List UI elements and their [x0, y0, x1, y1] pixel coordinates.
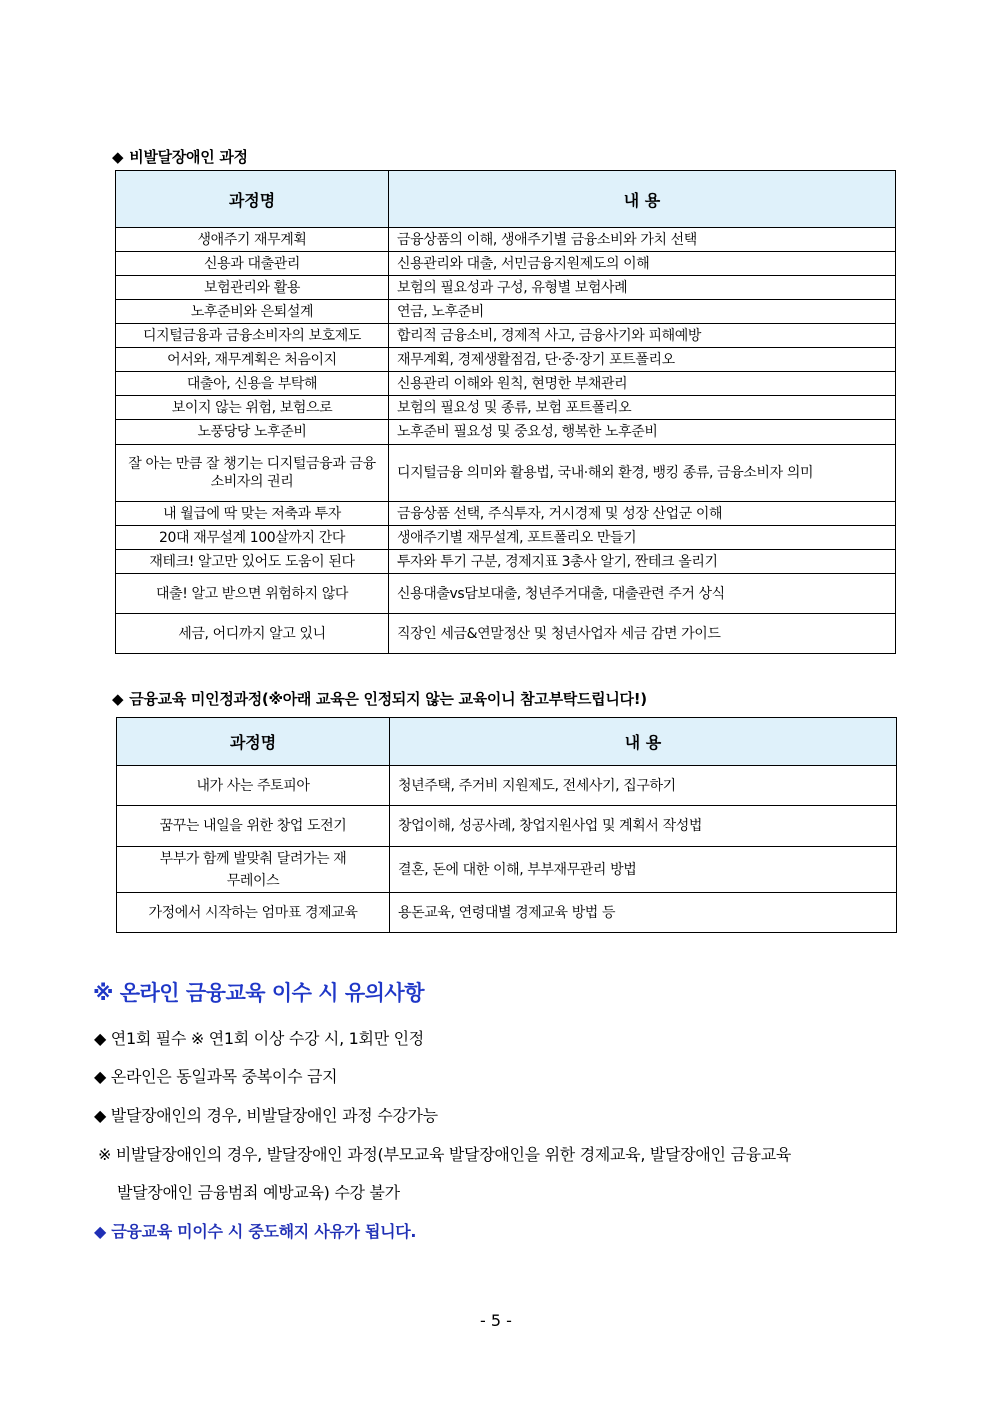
course-name: 세금, 어디까지 알고 있니: [116, 614, 389, 654]
table-row: [117, 847, 897, 893]
course-name: 20대 재무설계 100살까지 간다: [116, 526, 389, 550]
table-row: [116, 420, 896, 445]
course-name: 디지털금융과 금융소비자의 보호제도: [116, 324, 389, 348]
course-content: 금융상품 선택, 주식투자, 거시경제 및 성장 산업군 이해: [389, 502, 896, 526]
table-row: [116, 372, 896, 396]
course-content: 용돈교육, 연령대별 경제교육 방법 등: [390, 893, 897, 933]
course-name: 가정에서 시작하는 엄마표 경제교육: [117, 893, 390, 933]
course-name: 재테크! 알고만 있어도 도움이 된다: [116, 550, 389, 574]
course-name: 꿈꾸는 내일을 위한 창업 도전기: [117, 806, 390, 847]
notice-item: ◆ 온라인은 동일과목 중복이수 금지: [94, 1067, 338, 1086]
course-content: 생애주기별 재무설계, 포트폴리오 만들기: [389, 526, 896, 550]
course-name: 대출! 알고 받으면 위험하지 않다: [116, 574, 389, 614]
course-content: 청년주택, 주거비 지원제도, 전세사기, 집구하기: [390, 766, 897, 806]
course-content: 신용관리와 대출, 서민금융지원제도의 이해: [389, 252, 896, 276]
table-row: [116, 550, 896, 574]
course-content: 디지털금융 의미와 활용법, 국내·해외 환경, 뱅킹 종류, 금융소비자 의미: [389, 445, 896, 502]
table-row: [116, 502, 896, 526]
course-content: 노후준비 필요성 및 중요성, 행복한 노후준비: [389, 420, 896, 445]
table-row: [117, 806, 897, 847]
table-row: [116, 276, 896, 300]
course-content: 연금, 노후준비: [389, 300, 896, 324]
header-content: 내 용: [389, 171, 896, 228]
course-name: 보험관리와 활용: [116, 276, 389, 300]
course-content: 신용관리 이해와 원칙, 현명한 부채관리: [389, 372, 896, 396]
header-course-name: 과정명: [117, 718, 390, 766]
course-content: 금융상품의 이해, 생애주기별 금융소비와 가치 선택: [389, 228, 896, 252]
notice-item: ※ 비발달장애인의 경우, 발달장애인 과정(부모교육 발달장애인을 위한 경제교육, 발달장애인 금융교육: [98, 1145, 792, 1164]
table-row: [116, 614, 896, 654]
course-name: 보이지 않는 위험, 보험으로: [116, 396, 389, 420]
header-content: 내 용: [390, 718, 897, 766]
table-row: [117, 893, 897, 933]
section-title-unaccredited: ◆ 금융교육 미인정과정(※아래 교육은 인정되지 않는 교육이니 참고부탁드립니다!): [112, 690, 647, 708]
course-name: 부부가 함께 발맞춰 달려가는 재무레이스: [117, 847, 390, 893]
table-row: [116, 324, 896, 348]
table-row: [117, 766, 897, 806]
notice-warning: ◆ 금융교육 미이수 시 중도해지 사유가 됩니다.: [94, 1222, 417, 1241]
course-name: 대출아, 신용을 부탁해: [116, 372, 389, 396]
unaccredited-course-table: [116, 717, 897, 933]
table-row: [116, 574, 896, 614]
course-content: 신용대출vs담보대출, 청년주거대출, 대출관련 주거 상식: [389, 574, 896, 614]
table-row: [116, 445, 896, 502]
table-row: [116, 228, 896, 252]
course-name: 노풍당당 노후준비: [116, 420, 389, 445]
course-content: 재무계획, 경제생활점검, 단·중·장기 포트폴리오: [389, 348, 896, 372]
table-header-row: [117, 718, 897, 766]
course-name: 생애주기 재무계획: [116, 228, 389, 252]
course-content: 창업이해, 성공사례, 창업지원사업 및 계획서 작성법: [390, 806, 897, 847]
course-name: 어서와, 재무계획은 처음이지: [116, 348, 389, 372]
table-row: [116, 396, 896, 420]
table-row: [116, 252, 896, 276]
diamond-icon: ◆: [112, 148, 124, 166]
table-row: [116, 526, 896, 550]
course-name: 신용과 대출관리: [116, 252, 389, 276]
non-disabled-course-table: [115, 170, 896, 654]
page-number: - 5 -: [480, 1311, 512, 1330]
table-row: [116, 300, 896, 324]
course-content: 직장인 세금&연말정산 및 청년사업자 세금 감면 가이드: [389, 614, 896, 654]
course-content: 결혼, 돈에 대한 이해, 부부재무관리 방법: [390, 847, 897, 893]
header-course-name: 과정명: [116, 171, 389, 228]
course-content: 보험의 필요성과 구성, 유형별 보험사례: [389, 276, 896, 300]
course-content: 투자와 투기 구분, 경제지표 3총사 알기, 짠테크 올리기: [389, 550, 896, 574]
course-content: 합리적 금융소비, 경제적 사고, 금융사기와 피해예방: [389, 324, 896, 348]
notice-title: ※ 온라인 금융교육 이수 시 유의사항: [93, 981, 424, 1005]
diamond-icon: ◆: [112, 690, 124, 708]
course-content: 보험의 필요성 및 종류, 보험 포트폴리오: [389, 396, 896, 420]
notice-item: ◆ 연1회 필수 ※ 연1회 이상 수강 시, 1회만 인정: [94, 1029, 424, 1048]
course-name: 노후준비와 은퇴설계: [116, 300, 389, 324]
table-row: [116, 348, 896, 372]
section-title-non-disabled: ◆ 비발달장애인 과정: [112, 148, 248, 166]
table-header-row: [116, 171, 896, 228]
course-name: 내 월급에 딱 맞는 저축과 투자: [116, 502, 389, 526]
notice-item: 발달장애인 금융범죄 예방교육) 수강 불가: [117, 1183, 400, 1202]
notice-item: ◆ 발달장애인의 경우, 비발달장애인 과정 수강가능: [94, 1106, 438, 1125]
course-name: 내가 사는 주토피아: [117, 766, 390, 806]
course-name: 잘 아는 만큼 잘 챙기는 디지털금융과 금융소비자의 권리: [116, 445, 389, 502]
